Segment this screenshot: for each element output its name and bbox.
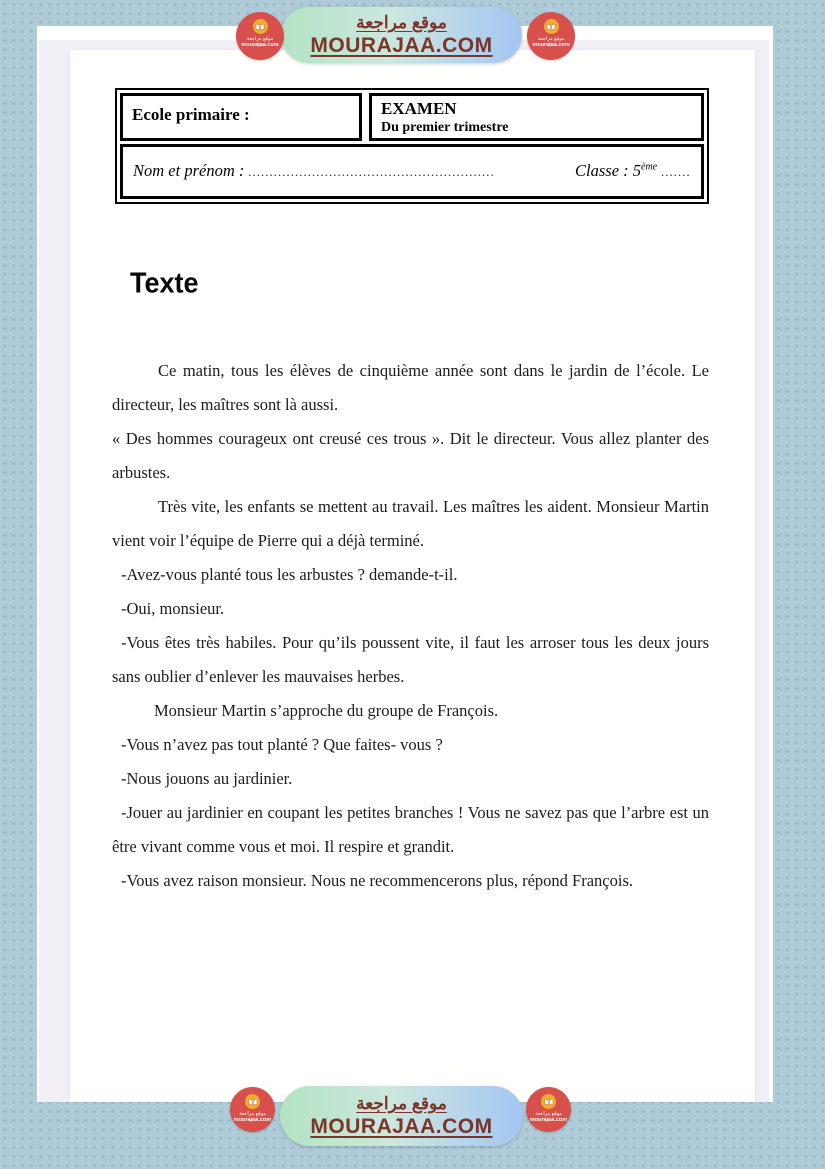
- site-logo-right: [527, 12, 575, 60]
- site-banner-pill: [280, 1086, 523, 1146]
- class-blank: .......: [661, 164, 691, 179]
- site-banner-pill: [281, 7, 522, 63]
- site-logo-right: [526, 1087, 571, 1132]
- site-url-link[interactable]: MOURAJAA.COM: [310, 34, 493, 58]
- logo-url-caption: mourajaa.com: [233, 1117, 272, 1123]
- text-paragraph: -Nous jouons au jardinier.: [121, 769, 293, 788]
- book-icon: [245, 1094, 260, 1109]
- reading-text: [112, 354, 709, 898]
- logo-url-caption: mourajaa.com: [241, 42, 279, 48]
- book-icon: [544, 19, 559, 34]
- text-paragraph: Ce matin, tous les élèves de cinquième année sont dans le jardin de l’école. Le directeur, les maîtres sont là aussi.: [112, 361, 709, 414]
- text-paragraph: Très vite, les enfants se mettent au travail. Les maîtres les aident. Monsieur Martin vient voir l’équipe de Pierre qui a déjà terminé.: [112, 497, 709, 550]
- text-paragraph: -Avez-vous planté tous les arbustes ? demande-t-il.: [121, 565, 458, 584]
- exam-sheet: [70, 50, 755, 1102]
- exam-title: EXAMEN: [381, 99, 457, 118]
- logo-arabic-caption: موقع مراجعة: [535, 1111, 562, 1117]
- exam-title-cell: [369, 93, 704, 141]
- logo-arabic-caption: موقع مراجعة: [246, 36, 274, 42]
- page-card: [37, 26, 773, 1102]
- class-label: Classe : 5ème .......: [575, 161, 691, 180]
- student-info-row: [120, 144, 704, 199]
- student-name-label: Nom et prénom :: [133, 161, 245, 180]
- logo-arabic-caption: موقع مراجعة: [239, 1111, 266, 1117]
- site-name-arabic-link[interactable]: موقع مراجعة: [356, 1093, 447, 1113]
- logo-url-caption: mourajaa.com: [529, 1117, 568, 1123]
- scan-margin-panel: [39, 40, 769, 1102]
- exam-header-table: [115, 88, 709, 204]
- text-paragraph: Monsieur Martin s’approche du groupe de François.: [154, 701, 499, 720]
- text-paragraph: -Vous avez raison monsieur. Nous ne recommencerons plus, répond François.: [121, 871, 633, 890]
- text-paragraph: -Vous n’avez pas tout planté ? Que faites- vous ?: [121, 735, 443, 754]
- site-name-arabic-link[interactable]: موقع مراجعة: [356, 12, 447, 32]
- text-paragraph: -Vous êtes très habiles. Pour qu’ils poussent vite, il faut les arroser tous les deux jours sans oublier d’enlever les mauvaises herbes.: [112, 633, 709, 686]
- text-paragraph: « Des hommes courageux ont creusé ces trous ». Dit le directeur. Vous allez planter des arbustes.: [112, 429, 709, 482]
- logo-arabic-caption: موقع مراجعة: [537, 36, 565, 42]
- section-title-texte: Texte: [130, 267, 199, 299]
- logo-url-caption: mourajaa.com: [532, 42, 570, 48]
- student-name-blank: ..........................................................: [248, 164, 495, 179]
- book-icon: [253, 19, 268, 34]
- text-paragraph: -Oui, monsieur.: [121, 599, 225, 618]
- school-name-cell: Ecole primaire :: [120, 93, 362, 141]
- exam-header-row: [120, 93, 704, 141]
- text-paragraph: -Jouer au jardinier en coupant les petites branches ! Vous ne savez pas que l’arbre est un être vivant comme vous et moi. Il respire et grandit.: [112, 803, 709, 856]
- exam-subtitle: Du premier trimestre: [381, 120, 509, 135]
- site-logo-left: [230, 1087, 275, 1132]
- site-logo-left: [236, 12, 284, 60]
- site-url-link[interactable]: MOURAJAA.COM: [310, 1115, 493, 1139]
- book-icon: [541, 1094, 556, 1109]
